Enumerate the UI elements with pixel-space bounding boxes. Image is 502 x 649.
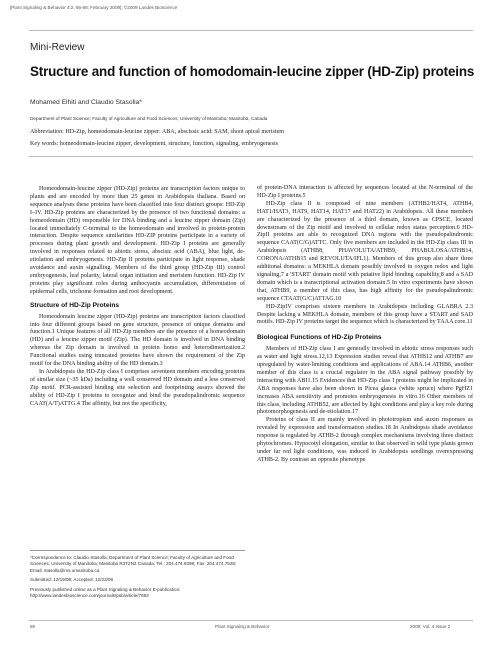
authors: Mohamed Elhiti and Claudio Stasolla* [30,99,142,106]
submission-dates: Submitted: 12/19/08; Accepted: 12/23/08 [30,577,114,583]
keywords [30,141,278,147]
paragraph: HD-ZipIV comprises sixteen members in Arabidopsis including GLABRA 2.3 Despite lacking a MEKHLA domain, members of this group have a START and SAD motifs. HD-Zip IV proteins target the sequence which is characterized by TAAA core.11 [257,303,473,326]
paragraph: HD-Zip class II is composed of nine members (ATHB2/HAT4, ATHB4, HAT1/HAT3, HAT9, HAT14, HAT17 and HAT22) in Arabidopsis. All these members are characterized by the presence of a third domain, known as CPSCE, located downstream of the Zip motif and involved in cellular redox status perception.6 HD-ZipII proteins are able to recognized DNA regions with the pseudopalindromic sequence CAAT(C/G)ATTC. Only five members are included in the HD-Zip class III in Arabidopsis (ATHB8, PHAVOLUTA/ATHB9, PHABULOSA/ATHB14, CORONA/ATHB15 and REVOLUTA/IFL1). Members of this group also share three additional domains: a MEKHLA domain possibly involved in oxygen redox and light signaling,7 a 'START' domain motif with putative lipid binding capability,8 and a SAD domain which is a transcriptional activation domain.5 In vitro experiments have shown that, ATHB9, a member of this class, has high affinity for the pseudopalindromic sequence CTAAT(G/C)ATTAG.10 [257,200,473,302]
keywords-rule [29,156,473,157]
paragraph: In Arabidopsis the HD-Zip class I comprises seventeen members encoding proteins of similar size (~35 kDa) including a well conserved HD domain and a less conserved Zip motif. PCR-assisted binding site selection and footprinting assays showed the ability of HD-Zip I proteins to recognize and bind the pseudopalindromic sequence CAAT(A/T)ATTG.4 The affinity, but not the specificity, [30,368,245,407]
left-column [30,186,245,408]
journal-name: Plant Signaling & Behavior [215,624,270,629]
paragraph: of protein-DNA interaction is affected by sequences located at the N-terminal of the HD-Zip I proteins.5 [257,185,473,199]
page-number: 86 [30,624,36,629]
running-header: [Plant Signaling & Behavior 4:2, 86-88; February 2009]; ©2009 Landes Bioscience [10,5,178,10]
abstract: Homeodomain-leucine zipper (HD-Zip) proteins are transcription factors unique to plants and are encoded by more than 25 genes in Arabidopsis thaliana. Based on sequence analyses these proteins have been classified into four distinct groups: HD-Zip I–IV. HD-Zip proteins are characterized by the presence of two functional domains: a homeodomain (HD) responsible for DNA binding and a leucine zipper domain (Zip) located immediately C-terminal to the homeodomain and involved in protein-protein interaction. Despite sequence similarities HD-ZIP proteins participate in a variety of processes during plant growth and development. HD-Zip I proteins are generally involved in responses related to abiotic stress, abscisic acid (ABA), blue light, de-etiolation and embryogenesis. HD-Zip II proteins participate in light response, shade avoidance and auxin signalling. Members of the third group (HD-Zip III) control embryogenesis, leaf polarity, lateral organ initiation and meristem function. HD-Zip IV proteins play significant roles during anthocyanin accumulation, differentiation of epidermal cells, trichome formation and root development. [30,186,245,295]
paragraph: Proteins of class II are mainly involved in phototropism and auxin responses as revealed by expression and transformation studies.18 In Arabidopsis shade avoidance response is regulated by ATHB-2 through complex mechanisms involving three distinct phytochromes. Hypocotyl elongation, similar to that observed in wild type plants grown under far red light conditions, was induced in Arabidopsis seedlings overexpressing ATHB-2. By contrast an opposite phenotype [257,417,473,463]
section-heading-functions: Biological Functions of HD-Zip Proteins [257,334,382,342]
correspondence-rule [30,550,245,551]
paragraph: Members of HD-Zip class I are generally involved in abiotic stress responses such as water and light stress.12,13 Expression studies reveal that ATHB12 and ATHB7 are upregulated by water-limiting conditions and applications of ABA.14 ATHB6, another member of this class is a crucial regulator in the ABA signal pathway possibly by interacting with ABI1.15 Evidences that HD-Zip class I proteins might be implicated in ABA responses have also been shown in Picea glauca (white spruce) where PgHZ1 increases ABA sensitivity and promotes embryogenesis in vitro.16 Other members of this class, including ATHB52, are affected by light conditions and play a key role during photomorphogenesis and de-etiolation.17 [257,346,473,416]
keywords-label: Key words: [30,141,59,147]
right-column [257,185,473,465]
abbreviations: Abbreviation: HD-Zip, homeodomain-leucine zipper: ABA, abscissic acid: SAM, shoot apical meristem [30,129,285,135]
epublication-note: Previously published online as a Plant Signaling & Behavior E-publication: http://www.landesbioscience.com/journals/psb/article/7693 [30,586,181,599]
paragraph: Homeodomain leucine zipper (HD-Zip) proteins are transcription factors classified into four different groups based on gene structure, presence of unique domains and function.1 Unique features of all HD-Zip members are the presence of a homeodomain (HD) and a leucine zipper motif (Zip). The HD domain is involved in DNA binding whereas the Zip domain is involved in protein homo and heterodimerization.2 Functional studies using truncated proteins have shown the requirement of the Zip motif for the DNA binding ability of the HD domain.3 [30,313,245,368]
keywords-text: homeodomain-leucine zipper, development, structure, function, signaling, embryogenesis [59,141,279,147]
article-title: Structure and function of homodomain-leucine zipper (HD-Zip) proteins [30,64,475,79]
article-type: Mini-Review [30,42,85,53]
header-rule [29,30,473,31]
correspondence-box [30,550,245,602]
section-heading-structure: Structure of HD-Zip Proteins [30,301,120,309]
footer-rule [29,620,473,621]
correspondence-address: *Correspondence to: Claudio Stasolla; Department of Plant Science; Faculty of Agriculture and Food Sciences; University of Manitoba; Manitoba R3T2N2 Canada; Tel.: 204.474.6098; Fax: 204.474.7528; Email: stasolla@ms.umanitoba.ca [30,555,237,573]
affiliation: Department of Plant Science; Faculty of Agriculture and Food Sciences; University of Manitoba; Manitoba, Canada [30,116,268,121]
issue-info: 2009; Vol. 4 Issue 2 [410,624,451,629]
